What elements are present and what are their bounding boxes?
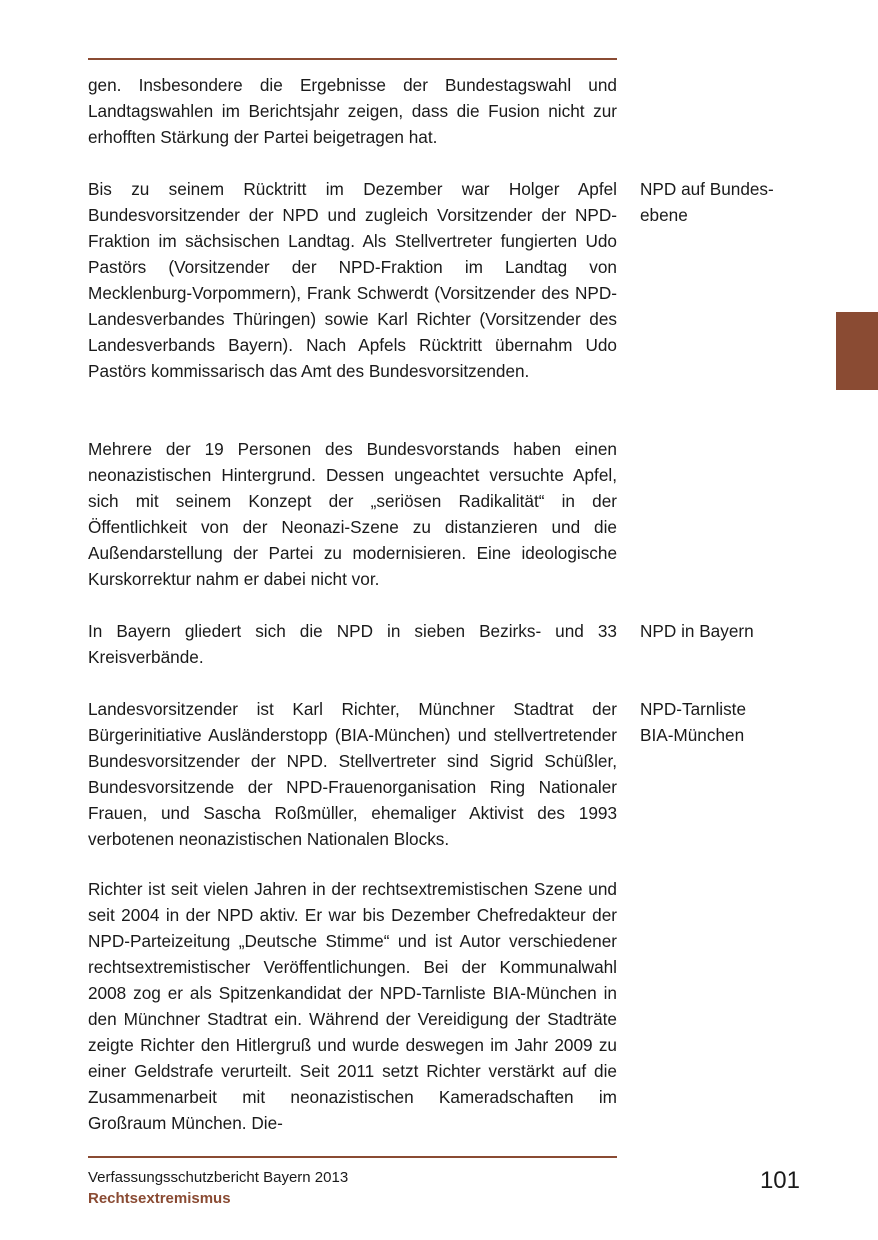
margin-note-line: NPD auf Bundes- xyxy=(640,179,774,199)
paragraph-1: gen. Insbesondere die Ergebnisse der Bundestagswahl und Landtagswahlen im Berichtsjahr zeigen, dass die Fusion nicht zur erhofften Stärkung der Partei beigetragen hat. xyxy=(88,75,617,147)
margin-note-line: NPD-Tarnliste xyxy=(640,699,747,719)
paragraph-6: Richter ist seit vielen Jahren in der rechtsextremistischen Szene und seit 2004 in der NPD aktiv. Er war bis Dezember Chefredakteur der NPD-Parteizeitung „Deutsche Stimme“ und ist Autor verschiedener rechtsextremistischer Veröffentlichungen. Bei der Kommunalwahl 2008 zog er als Spitzenkandidat der NPD-Tarnliste BIA-München in den Münchner Stadtrat ein. Während der Vereidigung der Stadträte zeigte Richter den Hitlergruß und wurde deswegen im Jahr 2009 zu einer Geldstrafe verurteilt. Seit 2011 setzt Richter verstärkt auf die Zusammenarbeit mit neonazistischen Kameradschaften im Großraum München. Die- xyxy=(88,879,617,1133)
paragraph-2: Bis zu seinem Rücktritt im Dezember war Holger Apfel Bundesvorsitzender der NPD und zugleich Vorsitzender der NPD-Fraktion im sächsischen Landtag. Als Stellvertreter fungierten Udo Pastörs (Vorsitzender der NPD-Fraktion im Landtag von Mecklenburg-Vorpommern), Frank Schwerdt (Vorsitzender des NPD-Landesverbandes Thüringen) sowie Karl Richter (Vorsitzender des Landesverbands Bayern). Nach Apfels Rücktritt übernahm Udo Pastörs kommissarisch das Amt des Bundesvorsitzenden. xyxy=(88,179,617,381)
margin-note-line: ebene xyxy=(640,205,688,225)
paragraph-4: In Bayern gliedert sich die NPD in sieben Bezirks- und 33 Kreisverbände. xyxy=(88,621,617,667)
margin-note-line: NPD in Bayern xyxy=(640,621,754,641)
footer-rule xyxy=(88,1156,617,1158)
margin-note-npd-bund xyxy=(640,176,800,228)
paragraph-3: Mehrere der 19 Personen des Bundesvorstands haben einen neonazistischen Hintergrund. Dessen ungeachtet versuchte Apfel, sich mit seinem Konzept der „seriösen Radikalität“ in der Öffentlichkeit von der Neonazi-Szene zu distanzieren und die Außendarstellung der Partei zu modernisieren. Eine ideologische Kurskorrektur nahm er dabei nicht vor. xyxy=(88,439,617,589)
paragraph-5: Landesvorsitzender ist Karl Richter, Münchner Stadtrat der Bürgerinitiative Ausländerstopp (BIA-München) und stellvertretender Bundesvorsitzender der NPD. Stellvertreter sind Sigrid Schüßler, Bundesvorsitzende der NPD-Frauenorganisation Ring Nationaler Frauen, und Sascha Roßmüller, ehemaliger Aktivist des 1993 verbotenen neonazistischen Nationalen Blocks. xyxy=(88,699,617,849)
header-rule xyxy=(88,58,617,60)
margin-note-tarnliste xyxy=(640,696,800,748)
page-number: 101 xyxy=(759,1167,800,1194)
margin-note-npd-bayern xyxy=(640,618,800,644)
footer-section: Rechtsextremismus xyxy=(88,1190,231,1207)
margin-note-line: BIA-München xyxy=(640,725,745,745)
chapter-tab-marker xyxy=(836,312,878,390)
footer-title: Verfassungsschutzbericht Bayern 2013 xyxy=(88,1169,349,1186)
